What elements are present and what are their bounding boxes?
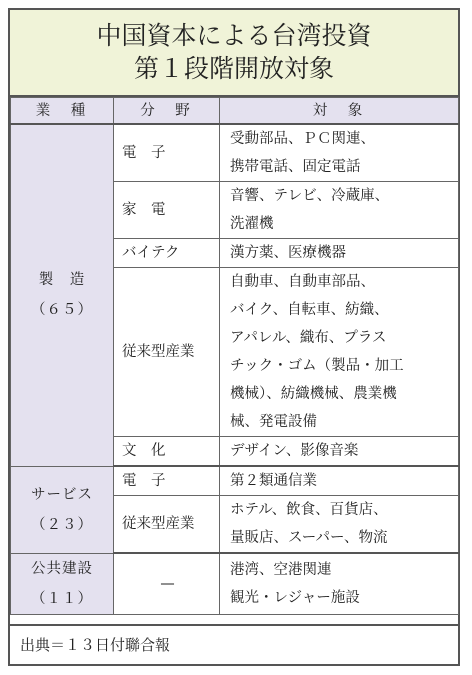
source-note: 出典＝１３日付聯合報 bbox=[10, 624, 458, 664]
table-row bbox=[11, 553, 459, 614]
investment-table bbox=[10, 97, 459, 615]
target-line: 第２類通信業 bbox=[230, 473, 317, 489]
target-line: 港湾、空港関連 bbox=[230, 561, 332, 578]
sector-count: （６５） bbox=[31, 302, 93, 319]
document-title bbox=[10, 10, 458, 97]
target-line: バイク、自転車、紡織、 bbox=[230, 302, 389, 318]
target-line: 械、発電設備 bbox=[230, 414, 317, 430]
target-cell bbox=[220, 496, 459, 554]
sector-count: （２３） bbox=[31, 516, 93, 533]
table-header-row bbox=[11, 98, 459, 125]
target-line: 機械）、紡織機械、農業機 bbox=[230, 386, 397, 402]
field-cell: 電 子 bbox=[114, 466, 220, 496]
target-cell bbox=[220, 437, 459, 467]
sector-label: サービス bbox=[31, 486, 93, 503]
target-cell bbox=[220, 466, 459, 496]
target-line: 観光・レジャー施設 bbox=[230, 589, 360, 606]
sector-cell-public-works bbox=[11, 553, 114, 614]
header-target: 対 象 bbox=[220, 98, 459, 125]
target-line: 洗濯機 bbox=[230, 216, 274, 232]
target-line: 音響、テレビ、冷蔵庫、 bbox=[230, 188, 390, 204]
target-line: チック・ゴム（製品・加工 bbox=[230, 358, 404, 374]
table-row bbox=[11, 124, 459, 182]
header-sector: 業 種 bbox=[11, 98, 114, 125]
document bbox=[8, 8, 460, 666]
target-cell bbox=[220, 268, 459, 437]
target-cell bbox=[220, 124, 459, 182]
target-line: アパレル、織布、プラス bbox=[230, 330, 387, 346]
field-cell: 電 子 bbox=[114, 124, 220, 182]
field-cell: 文 化 bbox=[114, 437, 220, 467]
field-cell: 家 電 bbox=[114, 182, 220, 239]
target-line: 漢方薬、医療機器 bbox=[230, 245, 346, 261]
sector-label: 製 造 bbox=[38, 272, 86, 289]
sector-cell-services bbox=[11, 466, 114, 553]
field-cell: 従来型産業 bbox=[114, 268, 220, 437]
title-line-1: 中国資本による台湾投資 bbox=[96, 21, 372, 50]
field-cell: バイテク bbox=[114, 239, 220, 268]
target-line: デザイン、影像音楽 bbox=[230, 443, 359, 459]
target-line: 携帯電話、固定電話 bbox=[230, 159, 361, 175]
target-cell bbox=[220, 553, 459, 614]
header-field: 分 野 bbox=[114, 98, 220, 125]
target-cell bbox=[220, 182, 459, 239]
sector-label: 公共建設 bbox=[31, 560, 93, 577]
title-line-2: 第１段階開放対象 bbox=[133, 54, 334, 83]
target-cell bbox=[220, 239, 459, 268]
target-line: 受動部品、ＰＣ関連、 bbox=[230, 131, 375, 147]
target-line: 量販店、スーパー、物流 bbox=[230, 530, 388, 546]
sector-cell-manufacturing bbox=[11, 124, 114, 466]
table-row bbox=[11, 466, 459, 496]
field-cell: 従来型産業 bbox=[114, 496, 220, 554]
sector-count: （１１） bbox=[31, 590, 93, 607]
target-line: ホテル、飲食、百貨店、 bbox=[230, 502, 388, 518]
field-cell: — bbox=[114, 553, 220, 614]
target-line: 自動車、自動車部品、 bbox=[230, 274, 375, 290]
